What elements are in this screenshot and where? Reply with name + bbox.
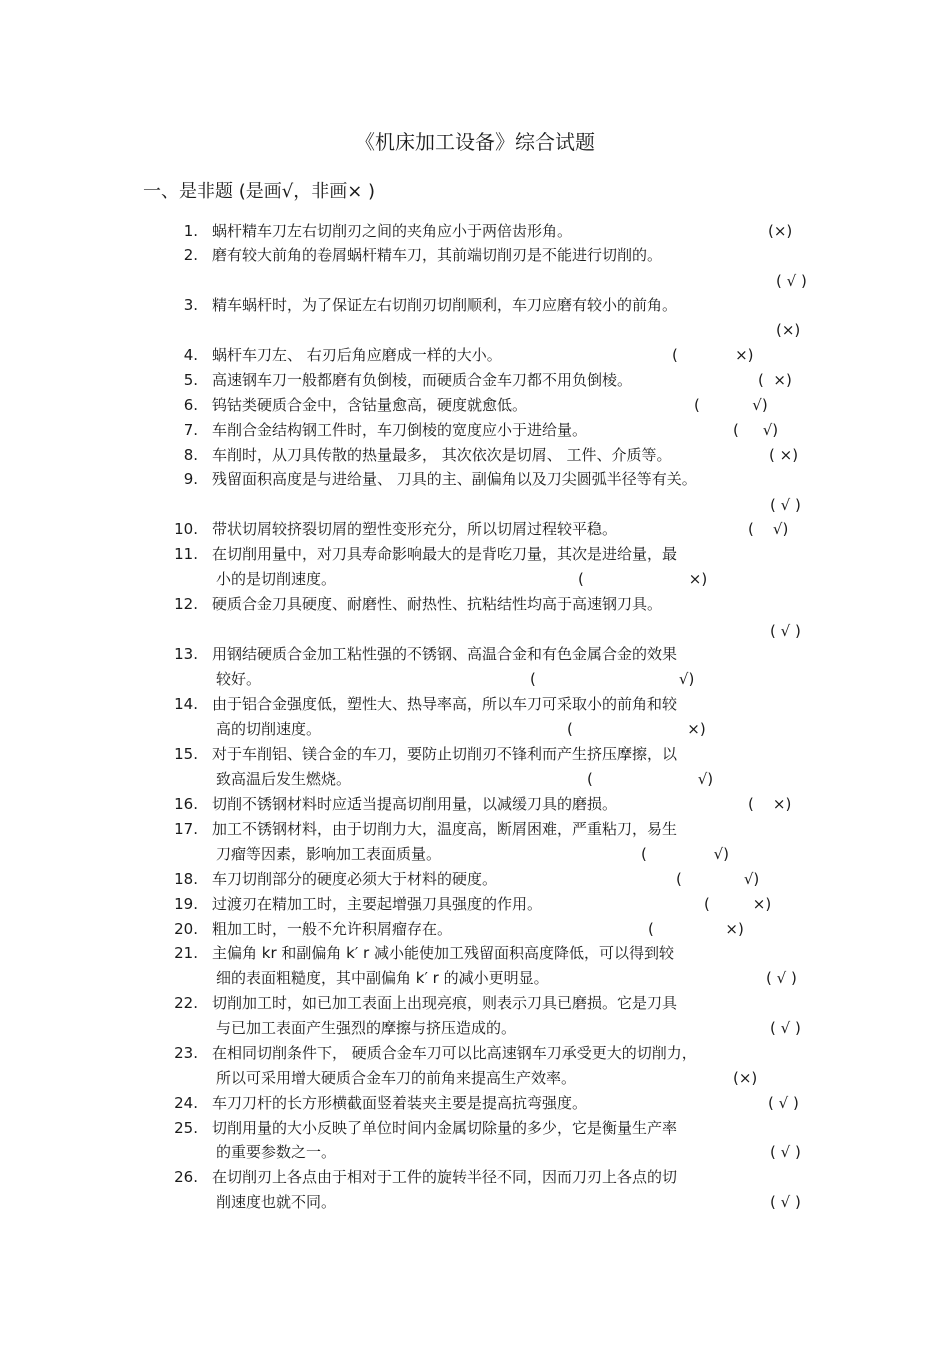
question-number: 18. <box>174 870 198 888</box>
answer-row <box>0 620 950 642</box>
question-line <box>0 244 950 266</box>
answer-row <box>0 1092 950 1114</box>
question-text: 加工不锈钢材料，由于切削力大，温度高，断屑困难，严重粘刀，易生 <box>212 820 678 838</box>
answer-row <box>0 220 950 242</box>
question-text: 用钢结硬质合金加工粘性强的不锈钢、高温合金和有色金属合金的效果 <box>212 645 678 663</box>
question-number: 8. <box>183 446 198 464</box>
page-title: 《机床加工设备》综合试题 <box>355 130 595 154</box>
question-text: 切削用量的大小反映了单位时间内金属切除量的多少，它是衡量生产率 <box>212 1119 678 1137</box>
answer-mark: (×) <box>768 222 793 240</box>
question-number: 14. <box>174 695 198 713</box>
answer-row <box>0 718 950 740</box>
answer-row <box>0 344 950 366</box>
question-text: 所以可采用增大硬质合金车刀的前角来提高生产效率。 <box>216 1069 577 1087</box>
question-number: 5. <box>183 371 198 389</box>
question-text: 过渡刃在精加工时，主要起增强刀具强度的作用。 <box>212 895 543 913</box>
question-text: 精车蜗杆时，为了保证左右切削刃切削顺利，车刀应磨有较小的前角。 <box>212 296 678 314</box>
answer-row <box>0 568 950 590</box>
question-line <box>0 992 950 1014</box>
answer-mark: ( √) <box>748 520 789 538</box>
answer-mark: ( ×) <box>748 795 792 813</box>
question-text: 车削合金结构钢工件时，车刀倒棱的宽度应小于进给量。 <box>212 421 588 439</box>
answer-row <box>0 1191 950 1213</box>
answer-mark: ( √) <box>733 421 779 439</box>
question-text: 主偏角 kr 和副偏角 k′ r 减小能使加工残留面积高度降低，可以得到较 <box>212 944 674 962</box>
answer-mark: ( √ ) <box>776 272 807 290</box>
answer-mark: ( ×) <box>567 720 706 738</box>
answer-mark: ( ×) <box>648 920 744 938</box>
question-line <box>0 643 950 665</box>
question-line <box>0 543 950 565</box>
answer-mark: ( √ ) <box>770 622 801 640</box>
question-text: 与已加工表面产生强烈的摩擦与挤压造成的。 <box>216 1019 517 1037</box>
question-number: 26. <box>174 1168 198 1186</box>
answer-mark: (×) <box>776 321 801 339</box>
answer-mark: ( √) <box>676 870 760 888</box>
answer-row <box>0 918 950 940</box>
question-number: 13. <box>174 645 198 663</box>
question-text: 切削加工时，如已加工表面上出现亮痕，则表示刀具已磨损。它是刀具 <box>212 994 678 1012</box>
question-number: 12. <box>174 595 198 613</box>
answer-row <box>0 1017 950 1039</box>
answer-mark: ( √) <box>587 770 714 788</box>
question-text: 较好。 <box>216 670 262 688</box>
question-text: 致高温后发生燃烧。 <box>216 770 352 788</box>
question-text: 高的切削速度。 <box>216 720 322 738</box>
answer-mark: ( √ ) <box>770 1143 801 1161</box>
answer-row <box>0 843 950 865</box>
question-number: 7. <box>183 421 198 439</box>
question-text: 小的是切削速度。 <box>216 570 337 588</box>
answer-row <box>0 893 950 915</box>
question-text: 蜗杆精车刀左右切削刃之间的夹角应小于两倍齿形角。 <box>212 222 573 240</box>
question-line <box>0 593 950 615</box>
question-number: 16. <box>174 795 198 813</box>
question-line <box>0 818 950 840</box>
question-number: 9. <box>183 470 198 488</box>
question-text: 由于铝合金强度低，塑性大、热导率高，所以车刀可采取小的前角和较 <box>212 695 678 713</box>
answer-row <box>0 967 950 989</box>
question-text: 的重要参数之一。 <box>216 1143 337 1161</box>
question-line <box>0 468 950 490</box>
question-number: 3. <box>183 296 198 314</box>
answer-row <box>0 768 950 790</box>
answer-row <box>0 868 950 890</box>
question-number: 23. <box>174 1044 198 1062</box>
question-text: 蜗杆车刀左、 右刃后角应磨成一样的大小。 <box>212 346 502 364</box>
question-number: 25. <box>174 1119 198 1137</box>
question-text: 硬质合金刀具硬度、耐磨性、耐热性、抗粘结性均高于高速钢刀具。 <box>212 595 663 613</box>
question-text: 磨有较大前角的卷屑蜗杆精车刀，其前端切削刃是不能进行切削的。 <box>212 246 663 264</box>
question-number: 19. <box>174 895 198 913</box>
question-text: 刀瘤等因素，影响加工表面质量。 <box>216 845 442 863</box>
question-number: 11. <box>174 545 198 563</box>
question-line <box>0 1042 950 1064</box>
answer-mark: ( ×) <box>578 570 708 588</box>
answer-mark: ( √ ) <box>766 969 797 987</box>
answer-mark: ( ×) <box>758 371 792 389</box>
question-line <box>0 1166 950 1188</box>
section-heading: 一、是非题 (是画√，非画× ) <box>143 181 376 202</box>
question-line <box>0 693 950 715</box>
answer-row <box>0 394 950 416</box>
answer-row <box>0 369 950 391</box>
answer-mark: (×) <box>733 1069 758 1087</box>
question-line <box>0 1117 950 1139</box>
question-number: 22. <box>174 994 198 1012</box>
answer-mark: ( √) <box>694 396 768 414</box>
question-text: 车刀切削部分的硬度必须大于材料的硬度。 <box>212 870 498 888</box>
question-text: 在切削用量中，对刀具寿命影响最大的是背吃刀量，其次是进给量，最 <box>212 545 678 563</box>
answer-mark: ( √ ) <box>770 1193 801 1211</box>
question-line <box>0 743 950 765</box>
answer-row <box>0 793 950 815</box>
answer-mark: ( ×) <box>704 895 772 913</box>
answer-mark: ( ×) <box>769 446 799 464</box>
question-number: 2. <box>183 246 198 264</box>
question-line <box>0 942 950 964</box>
question-text: 削速度也就不同。 <box>216 1193 337 1211</box>
question-text: 车刀刀杆的长方形横截面竖着装夹主要是提高抗弯强度。 <box>212 1094 588 1112</box>
question-number: 17. <box>174 820 198 838</box>
answer-row <box>0 494 950 516</box>
question-number: 15. <box>174 745 198 763</box>
question-number: 21. <box>174 944 198 962</box>
answer-mark: ( √) <box>641 845 730 863</box>
answer-mark: ( √) <box>530 670 695 688</box>
answer-row <box>0 319 950 341</box>
question-text: 对于车削铝、镁合金的车刀，要防止切削刃不锋利而产生挤压摩擦，以 <box>212 745 678 763</box>
question-text: 残留面积高度是与进给量、 刀具的主、副偏角以及刀尖圆弧半径等有关。 <box>212 470 697 488</box>
question-text: 高速钢车刀一般都磨有负倒棱，而硬质合金车刀都不用负倒棱。 <box>212 371 633 389</box>
question-number: 10. <box>174 520 198 538</box>
answer-mark: ( ×) <box>672 346 754 364</box>
answer-row <box>0 419 950 441</box>
question-number: 4. <box>183 346 198 364</box>
question-number: 24. <box>174 1094 198 1112</box>
question-text: 车削时，从刀具传散的热量最多， 其次依次是切屑、 工件、介质等。 <box>212 446 672 464</box>
answer-row <box>0 1067 950 1089</box>
answer-row <box>0 1141 950 1163</box>
answer-row <box>0 444 950 466</box>
answer-row <box>0 270 950 292</box>
question-text: 细的表面粗糙度，其中副偏角 k′ r 的减小更明显。 <box>216 969 549 987</box>
answer-mark: ( √ ) <box>770 1019 801 1037</box>
question-number: 20. <box>174 920 198 938</box>
question-text: 在切削刃上各点由于相对于工件的旋转半径不同，因而刀刃上各点的切 <box>212 1168 678 1186</box>
question-text: 粗加工时，一般不允许积屑瘤存在。 <box>212 920 453 938</box>
question-text: 切削不锈钢材料时应适当提高切削用量，以减缓刀具的磨损。 <box>212 795 618 813</box>
question-text: 带状切屑较挤裂切屑的塑性变形充分，所以切屑过程较平稳。 <box>212 520 618 538</box>
answer-row <box>0 518 950 540</box>
question-number: 1. <box>183 222 198 240</box>
question-text: 钨钴类硬质合金中，含钴量愈高，硬度就愈低。 <box>212 396 528 414</box>
answer-row <box>0 668 950 690</box>
answer-mark: ( √ ) <box>770 496 801 514</box>
question-line <box>0 294 950 316</box>
answer-mark: ( √ ) <box>768 1094 799 1112</box>
question-text: 在相同切削条件下， 硬质合金车刀可以比高速钢车刀承受更大的切削力， <box>212 1044 697 1062</box>
question-number: 6. <box>183 396 198 414</box>
